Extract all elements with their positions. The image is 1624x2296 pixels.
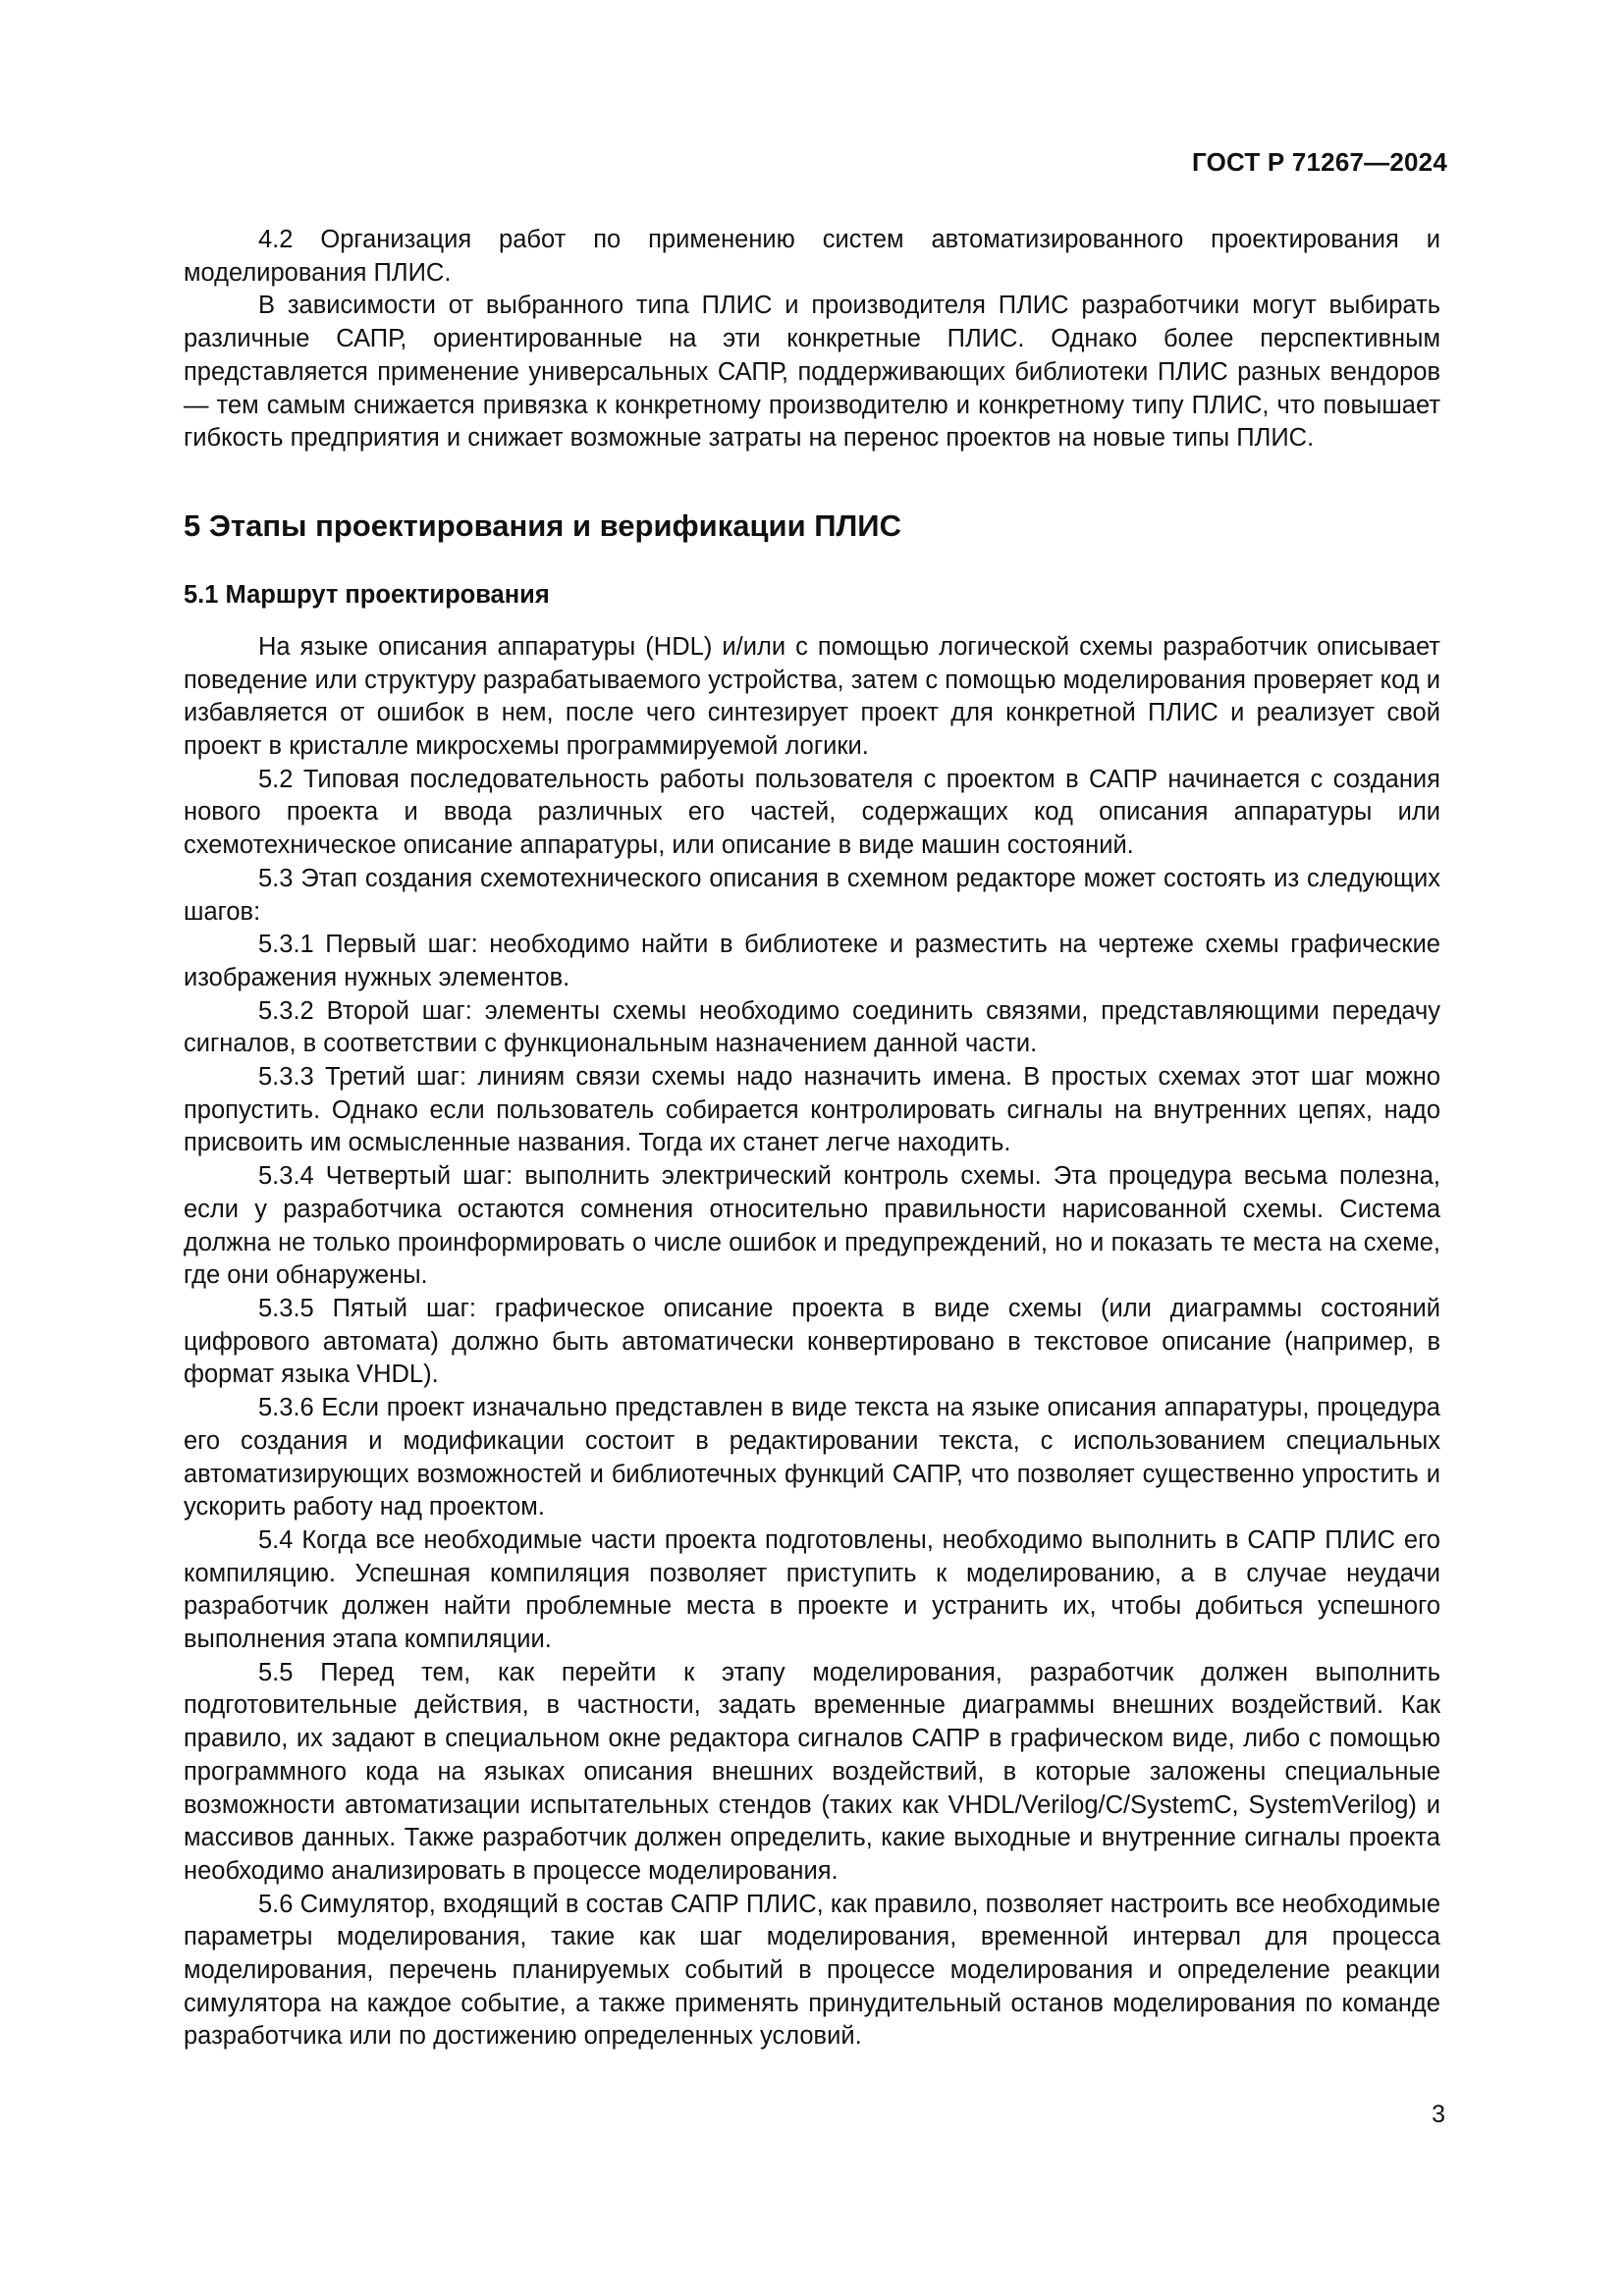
paragraph-5-3-2: 5.3.2 Второй шаг: элементы схемы необходимо соединить связями, представляющими передачу сигналов, в соответствии с функциональным назначением данной части.: [184, 996, 1440, 1058]
page-content: [184, 224, 1440, 2054]
paragraph-5-3: 5.3 Этап создания схемотехнического описания в схемном редакторе может состоять из следующих шагов:: [184, 864, 1440, 926]
paragraph-5-3-1: 5.3.1 Первый шаг: необходимо найти в библиотеке и разместить на чертеже схемы графические изображения нужных элементов.: [184, 931, 1440, 991]
paragraph-5-3-6: 5.3.6 Если проект изначально представлен в виде текста на языке описания аппаратуры, процедура его создания и модификации состоит в редактировании текста, с использованием специальных автоматизирующих возможностей и библиотечных функций САПР, что позволяет существенно упростить и ускорить работу над проектом.: [184, 1394, 1440, 1522]
paragraph-5-4: 5.4 Когда все необходимые части проекта подготовлены, необходимо выполнить в САПР ПЛИС его компиляцию. Успешная компиляция позволяет приступить к моделированию, а в случае неудачи разработчик должен найти проблемные места в проекте и устранить их, чтобы добиться успешного выполнения этапа компиляции.: [184, 1525, 1440, 1654]
paragraph-5-2: 5.2 Типовая последовательность работы пользователя с проектом в САПР начинается с создания нового проекта и ввода различных его частей, содержащих код описания аппаратуры или схемотехническое описание аппаратуры, или описание в виде машин состояний.: [184, 765, 1440, 860]
subsection-heading: 5.1 Маршрут проектирования: [184, 580, 550, 609]
paragraph-5-1-body: На языке описания аппаратуры (HDL) и/или с помощью логической схемы разработчик описывает поведение или структуру разрабатываемого устройства, затем с помощью моделирования проверяет код и избавляется от ошибок в нем, после чего синтезирует проект для конкретной ПЛИС и реализует свой проект в кристалле микросхемы программируемой логики.: [184, 632, 1440, 761]
paragraph-5-5: 5.5 Перед тем, как перейти к этапу моделирования, разработчик должен выполнить подготовительные действия, в частности, задать временные диаграммы внешних воздействий. Как правило, их задают в специальном окне редактора сигналов САПР в графическом виде, либо с помощью программного кода на языках описания внешних воздействий, в которые заложены специальные возможности автоматизации испытательных стендов (таких как VHDL/Verilog/C/SystemC, SystemVerilog) и массивов данных. Также разработчик должен определить, какие выходные и внутренние сигналы проекта необходимо анализировать в процессе моделирования.: [184, 1658, 1440, 1885]
paragraph-4-2: 4.2 Организация работ по применению систем автоматизированного проектирования и моделирования ПЛИС.: [184, 226, 1440, 287]
paragraph-5-3-5: 5.3.5 Пятый шаг: графическое описание проекта в виде схемы (или диаграммы состояний цифрового автомата) должно быть автоматически конвертировано в текстовое описание (например, в формат языка VHDL).: [184, 1294, 1440, 1389]
section-heading: 5 Этапы проектирования и верификации ПЛИС: [184, 507, 901, 543]
document-code: ГОСТ Р 71267—2024: [1192, 147, 1447, 177]
paragraph-5-6: 5.6 Симулятор, входящий в состав САПР ПЛИС, как правило, позволяет настроить все необходимые параметры моделирования, такие как шаг моделирования, временной интервал для процесса моделирования, перечень планируемых событий в процессе моделирования и определение реакции симулятора на каждое событие, а также применять принудительный останов моделирования по команде разработчика или по достижению определенных условий.: [184, 1890, 1440, 2051]
paragraph-4-2-body: В зависимости от выбранного типа ПЛИС и производителя ПЛИС разработчики могут выбирать различные САПР, ориентированные на эти конкретные ПЛИС. Однако более перспективным представляется применение универсальных САПР, поддерживающих библиотеки ПЛИС разных вендоров — тем самым снижается привязка к конкретному производителю и конкретному типу ПЛИС, что повышает гибкость предприятия и снижает возможные затраты на перенос проектов на новые типы ПЛИС.: [184, 292, 1440, 453]
paragraph-5-3-4: 5.3.4 Четвертый шаг: выполнить электрический контроль схемы. Эта процедура весьма полезна, если у разработчика остаются сомнения относительно правильности нарисованной схемы. Система должна не только проинформировать о числе ошибок и предупреждений, но и показать те места на схеме, где они обнаружены.: [184, 1162, 1440, 1290]
page-number: 3: [1432, 2101, 1445, 2128]
paragraph-5-3-3: 5.3.3 Третий шаг: линиям связи схемы надо назначить имена. В простых схемах этот шаг можно пропустить. Однако если пользователь собирается контролировать сигналы на внутренних цепях, надо присвоить им осмысленные названия. Тогда их станет легче находить.: [184, 1063, 1440, 1157]
